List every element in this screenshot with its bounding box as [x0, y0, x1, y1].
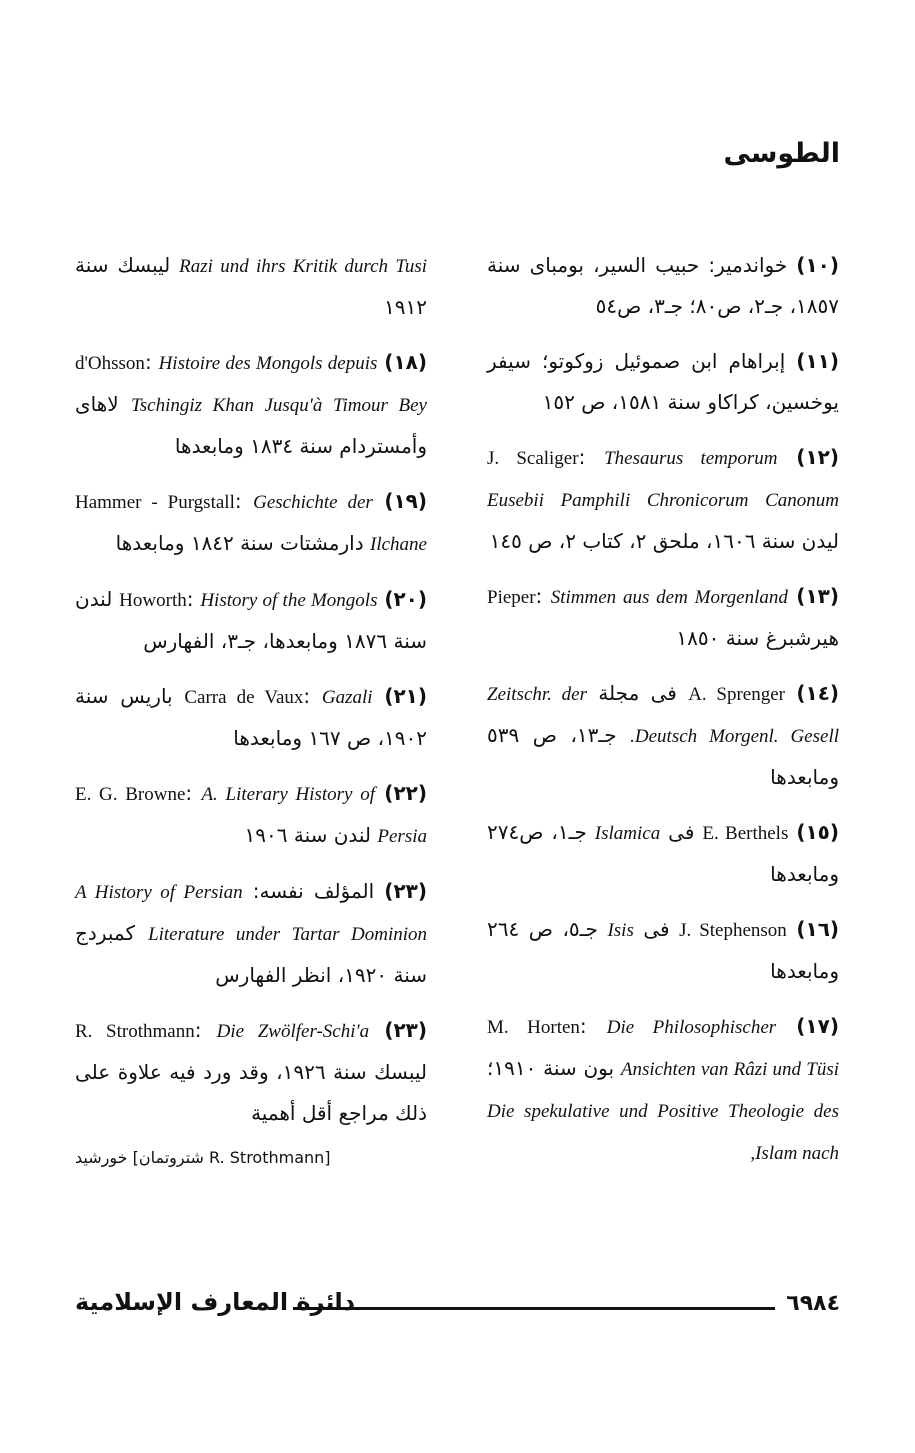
reference-latin-title: Histoire des Mongols depuis Tschingiz Khan Jusqu'à Timour Bey: [130, 353, 427, 416]
reference-author: d'Ohsson: [75, 353, 145, 374]
reference-number: (١٧): [796, 1014, 839, 1038]
reference-entry: (١٨) d'Ohsson: Histoire des Mongols depuis Tschingiz Khan Jusqu'à Timour Bey لاهاى وأمستردام سنة ١٨٣٤ ومابعدها: [75, 350, 427, 458]
reference-entry: [487, 245, 839, 327]
reference-latin-title: Stimmen aus dem Morgenland: [550, 587, 788, 608]
reference-latin-title: Zeitschr. der Deutsch Morgenl. Gesell.: [487, 684, 840, 747]
reference-text: ليبسك سنة ١٩٢٦، وقد ورد فيه علاوة على ذلك مراجع أقل أهمية: [75, 1060, 427, 1125]
reference-entry: (١٣) Pieper: Stimmen aus dem Morgenland هيرشبرغ سنة ١٨٥٠: [487, 584, 839, 650]
reference-text: جـ١، ص٢٧٤ ومابعدها: [487, 820, 839, 886]
reference-latin-title: A History of Persian Literature under Tartar Dominion: [75, 882, 428, 945]
reference-author: J. Scaliger: [487, 448, 579, 469]
page-footer: [75, 1288, 840, 1328]
reference-author: A. Sprenger: [688, 684, 785, 705]
reference-text: باريس سنة ١٩٠٢، ص ١٦٧ ومابعدها: [75, 684, 427, 750]
reference-latin-title: Islamica: [594, 823, 661, 844]
reference-author: المؤلف نفسه: [259, 879, 375, 903]
page-header-title: الطوسى: [723, 138, 840, 169]
reference-number: (٢١): [384, 684, 428, 708]
reference-text: كمبردج سنة ١٩٢٠، انظر الفهارس: [75, 921, 427, 987]
reference-number: (١٠): [796, 253, 839, 277]
reference-author: Hammer - Purgstall: [75, 492, 235, 513]
reference-prefix: فى: [668, 820, 695, 844]
reference-text: دارمشتات سنة ١٨٤٢ ومابعدها: [115, 531, 364, 555]
reference-author: E. G. Browne: [75, 784, 186, 805]
reference-entry: [487, 812, 839, 895]
reference-text: لاهاى وأمستردام سنة ١٨٣٤ ومابعدها: [75, 392, 427, 458]
reference-number: (١٨): [384, 350, 427, 374]
reference-number: (٢٠): [384, 587, 428, 611]
reference-text: لندن سنة ١٨٧٦ ومابعدها، جـ٣، الفهارس: [75, 587, 427, 653]
reference-latin-title: Geschichte der Ilchane: [253, 492, 427, 555]
references-column-left: [75, 245, 427, 1167]
reference-number: (١٥): [796, 820, 840, 844]
footer-rule: [293, 1307, 775, 1310]
reference-number: (٢٣): [384, 1018, 428, 1042]
reference-author: E. Berthels: [702, 823, 789, 844]
reference-number: (١٤): [796, 681, 840, 705]
reference-entry: (٢٠) Howorth: History of the Mongols لندن سنة ١٨٧٦ ومابعدها، جـ٣، الفهارس: [75, 587, 428, 653]
reference-number: (١٣): [796, 584, 839, 608]
reference-text: ليدن سنة ١٦٠٦، ملحق ٢، كتاب ٢، ص ١٤٥: [489, 529, 839, 553]
reference-latin-title: Thesaurus temporum Eusebii Pamphili Chronicorum Canonum: [487, 448, 839, 511]
reference-entry: [487, 909, 839, 992]
reference-number: (٢٢): [384, 781, 427, 805]
reference-prefix: فى: [643, 917, 670, 941]
reference-text: جـ١٣، ص ٥٣٩ ومابعدها: [487, 723, 839, 789]
reference-text: جـ٥، ص ٢٦٤ ومابعدها: [487, 917, 839, 983]
reference-author: Carra de Vaux: [184, 687, 304, 708]
reference-text: هيرشبرغ سنة ١٨٥٠: [676, 626, 839, 650]
reference-latin-title: Isis: [607, 920, 634, 941]
footer-journal-title: دائرة المعارف الإسلامية: [75, 1288, 356, 1316]
reference-prefix: فى مجلة: [598, 681, 677, 705]
reference-author: R. Strothmann: [75, 1021, 195, 1042]
reference-entry: (٢٣) المؤلف نفسه: A History of Persian Literature under Tartar Dominion كمبردج سنة ١٩٢٠، انظر الفهارس: [75, 879, 428, 987]
article-author-signature: خورشيد [شتروتمان R. Strothmann]: [75, 1148, 331, 1167]
reference-author: M. Horten: [487, 1017, 580, 1038]
reference-number: (١٦): [796, 917, 840, 941]
reference-author: J. Stephenson: [679, 920, 787, 941]
reference-latin-title: History of the Mongols: [200, 590, 378, 611]
reference-latin-title: Razi und ihrs Kritik durch Tusi: [179, 256, 428, 277]
page-number: ٦٩٨٤: [786, 1291, 840, 1316]
reference-entry: (١٧) M. Horten: Die Philosophischer Ansichten van Râzi und Tüsi بون سنة ١٩١٠؛ Die spekulative und Positive Theologie des Islam nach,: [487, 1014, 839, 1164]
reference-text: لندن سنة ١٩٠٦: [244, 823, 372, 847]
reference-latin-title: A. Literary History of Persia: [201, 784, 427, 847]
reference-number: (١٢): [796, 445, 839, 469]
reference-latin-title: Die Zwölfer-Schi'a: [216, 1021, 370, 1042]
reference-number: (٢٣): [384, 879, 427, 903]
reference-number: (١١): [796, 349, 839, 373]
reference-text: خواندمير: حبيب السير، بومباى سنة ١٨٥٧، جـ٢، ص٨٠؛ جـ٣، ص٥٤: [487, 253, 839, 318]
reference-entry: (٢٢) E. G. Browne: A. Literary History of Persia لندن سنة ١٩٠٦: [75, 781, 427, 847]
reference-text: إبراهام ابن صموئيل زوكوتو؛ سيفر يوخسين، كراكاو سنة ١٥٨١، ص ١٥٢: [487, 349, 839, 414]
reference-entry: [487, 341, 839, 423]
reference-entry: (٢١) Carra de Vaux: Gazali باريس سنة ١٩٠٢، ص ١٦٧ ومابعدها: [75, 684, 428, 750]
reference-number: (١٩): [384, 489, 428, 513]
reference-entry: (٢٣) R. Strothmann: Die Zwölfer-Schi'a ليبسك سنة ١٩٢٦، وقد ورد فيه علاوة على ذلك مراجع أقل أهمية: [75, 1018, 428, 1125]
reference-entry: [75, 245, 427, 328]
reference-entry: (١٢) J. Scaliger: Thesaurus temporum Eusebii Pamphili Chronicorum Canonum ليدن سنة ١٦٠٦، ملحق ٢، كتاب ٢، ص ١٤٥: [487, 445, 839, 553]
reference-entry: (١٩) Hammer - Purgstall: Geschichte der Ilchane دارمشتات سنة ١٨٤٢ ومابعدها: [75, 489, 428, 555]
reference-latin-title: Gazali: [321, 687, 373, 708]
reference-text: بون سنة ١٩١٠؛: [487, 1056, 615, 1080]
reference-author: Pieper: [487, 587, 536, 608]
reference-latin-title: Die Philosophischer Ansichten van Râzi und Tüsi: [606, 1017, 839, 1080]
reference-latin-title-2: Die spekulative und Positive Theologie des Islam nach,: [487, 1101, 839, 1164]
reference-text: ليبسك سنة ١٩١٢: [75, 253, 427, 319]
reference-entry: [487, 673, 839, 798]
references-column-right: [487, 245, 839, 1188]
reference-author: Howorth: [119, 590, 187, 611]
